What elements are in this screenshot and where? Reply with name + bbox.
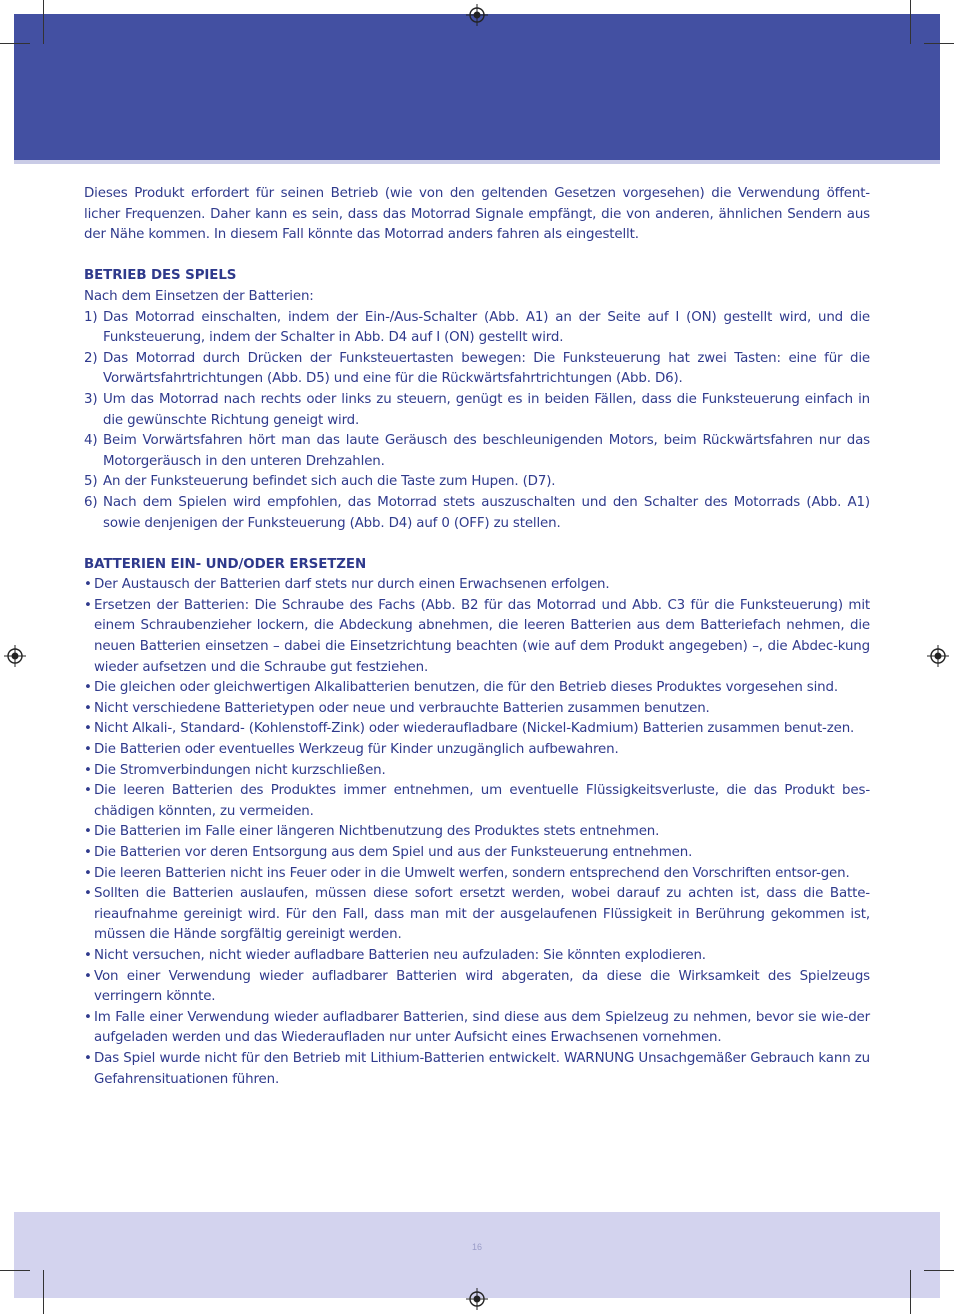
crop-mark (43, 0, 44, 44)
section-title-operation: BETRIEB DES SPIELS (84, 268, 237, 284)
list-item: • Das Spiel wurde nicht für den Betrieb mit Lithium-Batterien entwickelt. WARNUNG Unsachgemäßer Gebrauch kann zu Gefahrensituationen führen. (84, 1049, 870, 1090)
header-band (14, 14, 940, 160)
registration-mark-icon (466, 4, 488, 26)
list-item: • Nicht verschiedene Batterietypen oder neue und verbrauchte Batterien zusammen benutzen. (84, 699, 870, 720)
list-item (84, 349, 870, 390)
list-item: • Die Batterien vor deren Entsorgung aus dem Spiel und aus der Funksteuerung entnehmen. (84, 843, 870, 864)
page-number: 16 (471, 1242, 482, 1252)
list-item (84, 472, 870, 493)
step-number: 3) (84, 391, 98, 407)
step-number: 4) (84, 433, 98, 449)
registration-mark-icon (466, 1288, 488, 1310)
step-text: Nach dem Spielen wird empfohlen, das Motorrad stets auszuschalten und den Schalter des Motorrads (Abb. A1) sowie denjenigen der Funksteuerung (Abb. D4) auf 0 (OFF) zu stellen. (103, 494, 870, 531)
list-item: • Ersetzen der Batterien: Die Schraube des Fachs (Abb. B2 für das Motorrad und Abb. C3 für die Funksteuerung) mit einem Schraubenzieher lockern, die Abdeckung abnehmen, die leeren Batterien aus dem Batteriefach nehmen, die neuen Batterien einsetzen – dabei die Einsetzrichtung beachten (wie auf dem Produkt angegeben) –, die Abdec-kung wieder aufsetzen und die Schraube gut festziehen. (84, 596, 870, 678)
list-item (84, 390, 870, 431)
step-number: 5) (84, 474, 98, 490)
list-item: • Von einer Verwendung wieder aufladbarer Batterien wird abgeraten, da diese die Wirksamkeit des Spielzeugs verringern könnte. (84, 967, 870, 1008)
list-item: • Die Batterien im Falle einer längeren Nichtbenutzung des Produktes stets entnehmen. (84, 822, 870, 843)
list-item (84, 493, 870, 534)
step-text: Das Motorrad einschalten, indem der Ein-/Aus-Schalter (Abb. A1) an der Seite auf I (ON) gestellt wird, und die Funksteuerung, indem der Schalter in Abb. D4 auf I (ON) gestellt wird. (103, 309, 870, 346)
step-text: Um das Motorrad nach rechts oder links zu steuern, genügt es in beiden Fällen, dass die Funksteuerung einfach in die gewünschte Richtung geneigt wird. (103, 391, 870, 428)
step-text: Beim Vorwärtsfahren hört man das laute Geräusch des beschleunigenden Motors, beim Rückwärtsfahren nur das Motorgeräusch in den unteren Drehzahlen. (103, 433, 870, 469)
step-number: 1) (84, 309, 98, 325)
list-item: • Sollten die Batterien auslaufen, müssen diese sofort ersetzt werden, wobei darauf zu achten ist, dass die Batte-rieaufnahme gereinigt wird. Für den Fall, dass man mit der ausgelaufenen Flüssigkeit in Berührung gekommen ist, müssen die Hände sorgfältig gereinigt werden. (84, 884, 870, 946)
list-item: • Die leeren Batterien des Produktes immer entnehmen, um eventuelle Flüssigkeitsverluste, die das Produkt bes-chädigen könnten, zu vermeiden. (84, 781, 870, 822)
section-title-batteries: BATTERIEN EIN- UND/ODER ERSETZEN (84, 556, 367, 572)
list-item: • Die leeren Batterien nicht ins Feuer oder in die Umwelt werfen, sondern entsprechend den Vorschriften entsor-gen. (84, 864, 870, 885)
crop-mark (924, 43, 954, 44)
crop-mark (0, 1270, 30, 1271)
list-item: • Nicht versuchen, nicht wieder aufladbare Batterien neu aufzuladen: Sie könnten explodieren. (84, 946, 870, 967)
list-item: • Im Falle einer Verwendung wieder aufladbarer Batterien, sind diese aus dem Spielzeug zu nehmen, bevor sie wie-der aufgeladen werden und das Wiederaufladen nur unter Aufsicht eines Erwachsenen vornehmen. (84, 1008, 870, 1049)
section-lead: Nach dem Einsetzen der Batterien: (84, 288, 314, 304)
crop-mark (910, 0, 911, 44)
crop-mark (0, 43, 30, 44)
list-item (84, 431, 870, 472)
list-item (84, 308, 870, 349)
step-number: 6) (84, 494, 98, 510)
crop-mark (924, 1270, 954, 1271)
document-body (84, 184, 870, 1090)
crop-mark (910, 1270, 911, 1314)
list-item: • Nicht Alkali-, Standard- (Kohlenstoff-Zink) oder wiederaufladbare (Nickel-Kadmium) Batterien zusammen benut-zen. (84, 719, 870, 740)
battery-instructions (84, 575, 870, 1090)
list-item: • Die Batterien oder eventuelles Werkzeug für Kinder unzugänglich aufbewahren. (84, 740, 870, 761)
step-text: Das Motorrad durch Drücken der Funksteuertasten bewegen: Die Funksteuerung hat zwei Tasten: eine für die Vorwärtsfahrtrichtungen (Abb. D5) und eine für die Rückwärtsfahrtrichtungen (Abb. D6). (103, 350, 870, 387)
intro-paragraph: Dieses Produkt erfordert für seinen Betrieb (wie von den geltenden Gesetzen vorgesehen) die Verwendung öffent-licher Frequenzen. Daher kann es sein, dass das Motorrad Signale empfängt, die von anderen, ähnlichen Sendern aus der Nähe kommen. In diesem Fall könnte das Motorrad anders fahren als eingestellt. (84, 186, 870, 243)
step-text: An der Funksteuerung befindet sich auch die Taste zum Hupen. (D7). (103, 474, 556, 490)
list-item: • Der Austausch der Batterien darf stets nur durch einen Erwachsenen erfolgen. (84, 575, 870, 596)
registration-mark-icon (927, 645, 949, 667)
list-item: • Die gleichen oder gleichwertigen Alkalibatterien benutzen, die für den Betrieb dieses Produktes vorgesehen sind. (84, 678, 870, 699)
step-number: 2) (84, 350, 98, 366)
crop-mark (43, 1270, 44, 1314)
registration-mark-icon (4, 645, 26, 667)
list-item: • Die Stromverbindungen nicht kurzschließen. (84, 761, 870, 782)
footer-band (14, 1212, 940, 1298)
operation-steps (84, 308, 870, 535)
